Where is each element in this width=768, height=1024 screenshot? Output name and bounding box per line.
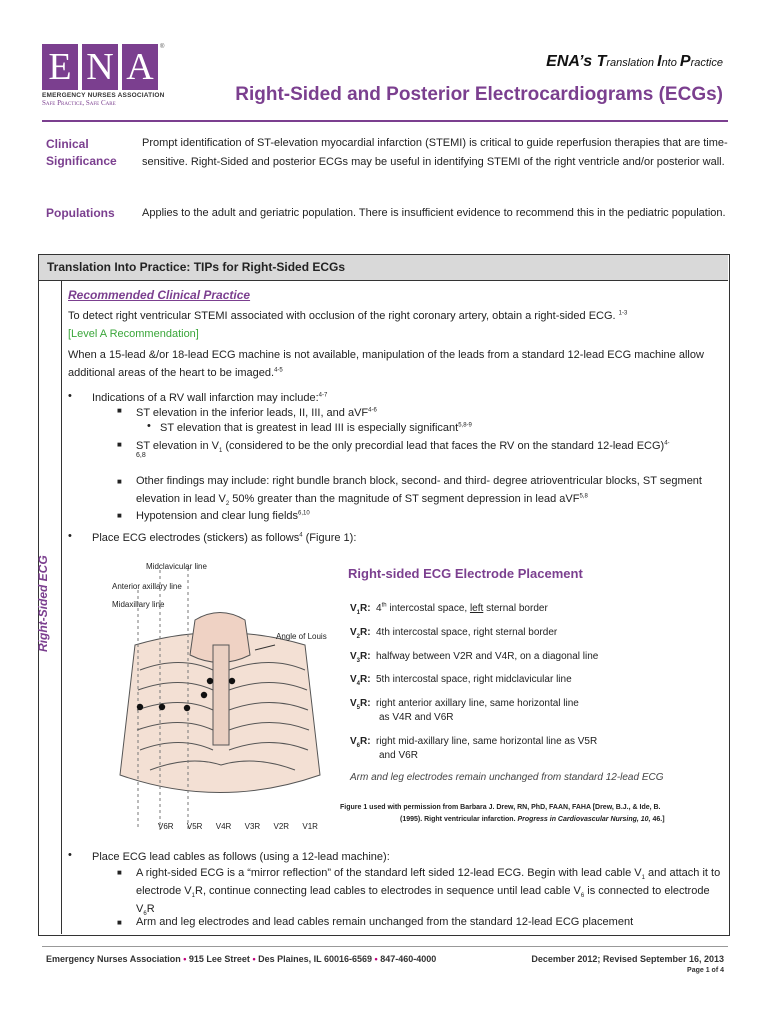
tips-header-text: Translation Into Practice: TIPs for Right-Sided ECGs (47, 260, 346, 274)
b3a-end: is connected to electrode V (136, 885, 710, 915)
b1b-pre: ST elevation in V (136, 440, 219, 452)
lead-label-v3r: V3R (244, 822, 261, 831)
label-midclavicular: Midclavicular line (146, 562, 207, 571)
brand-i: I (657, 53, 662, 70)
level-a-recommendation: [Level A Recommendation] (68, 328, 199, 340)
logo-letter-e: E (42, 44, 78, 90)
clinical-label-line1: Clinical (46, 137, 89, 151)
b1d-ref: 6,10 (298, 510, 310, 517)
bullet-other-findings (136, 472, 721, 508)
populations-label: Populations (46, 206, 115, 220)
b1a1-ref: 5,8-9 (458, 422, 472, 429)
clinical-significance-text: Prompt identification of ST-elevation myocardial infarction (STEMI) is critical to guide reperfusion therapies that are time-sensitive. Right-Sided and posterior ECGs may be useful in identifying STEMI of the right ventricle and/or posterior wall. (142, 137, 728, 168)
b1b-ref: 4- (664, 440, 670, 447)
v1r-mid: intercostal space, (386, 603, 470, 614)
bullet-icon: • (68, 530, 72, 542)
footer-org: Emergency Nurses Association (46, 954, 181, 964)
b1d-text: Hypotension and clear lung fields (136, 510, 299, 522)
clinical-significance-label (46, 136, 117, 170)
credit-line-1: Figure 1 used with permission from Barbara J. Drew, RN, PhD, FAAN, FAHA [Drew, B.J., & Ide, B. (340, 804, 661, 811)
page-number: Page 1 of 4 (687, 967, 724, 974)
v6r-text-1: right mid-axillary line, same horizontal line as V5R (376, 736, 598, 747)
v5r-row: $V_5R$: right anterior axillary line, same horizontal line as V4R and V6R (350, 698, 579, 723)
b1c-sub: 2 (225, 501, 230, 508)
bullet-lead-iii (160, 419, 472, 437)
bullet-mirror-reflection: A right-sided ECG is a “mirror reflection” of the standard left sided 12-lead ECG. Begin with lead cable $V_1$ and attach it to electrode $V_1R$, continue connecting lead cables to electrodes in sequence until lead cable $V_6$ is connected to electrode $V_6R$ (136, 867, 721, 918)
square-bullet-icon: ■ (117, 406, 122, 415)
v3r-row: $V_3R$: halfway between V2R and V4R, on a diagonal line (350, 651, 599, 664)
b1c-post: 50% greater than the magnitude of ST segment depression in lead aVF (229, 493, 580, 505)
square-bullet-icon: ■ (117, 511, 122, 520)
b1c-text: Other findings may include: right bundle branch block, second- and third- degree atrioventricular blocks, ST segment elevation in lead V (136, 475, 702, 505)
p1-text: To detect right ventricular STEMI associated with occlusion of the right coronary artery, obtain a right-sided ECG. (68, 310, 616, 322)
brand-line (546, 53, 723, 71)
b1a-text: ST elevation in the inferior leads, II, III, and aVF (136, 407, 369, 419)
clinical-label-line2: Significance (46, 154, 117, 168)
arm-leg-note: Arm and leg electrodes remain unchanged from standard 12-lead ECG (350, 772, 664, 783)
square-bullet-icon: ■ (117, 440, 122, 449)
brand-prefix: ENA’s (546, 53, 597, 70)
lead-labels-row (158, 822, 318, 831)
footer-divider (42, 946, 728, 947)
b1a-ref: 4-6 (368, 407, 377, 414)
b1b-post: (considered to be the only precordial lead that faces the RV on the standard 12-lead ECG) (222, 440, 665, 452)
paragraph-2 (68, 346, 718, 382)
electrode-v5r-dot (159, 704, 165, 710)
v1r-pre: 4 (376, 603, 382, 614)
label-anterior-axillary: Anterior axillary line (112, 582, 182, 591)
footer-phone: 847-460-4000 (380, 954, 437, 964)
b1b-ref-continued: 6,8 (136, 452, 146, 459)
footer-dot-icon: • (183, 954, 189, 964)
b3a-end2: R (146, 903, 155, 915)
lead-label-v6r: V6R (158, 822, 174, 831)
credit-line-2-post: 46.] (650, 816, 665, 823)
label-midaxillary: Midaxillary line (112, 600, 165, 609)
b1b-sub: 1 (218, 448, 223, 455)
b2-post: (Figure 1): (302, 532, 357, 544)
logo-org-name: EMERGENCY NURSES ASSOCIATION (42, 92, 165, 99)
bullet-arm-leg-cables: Arm and leg electrodes and lead cables remain unchanged from the standard 12-lead ECG placement (136, 916, 634, 928)
v4r-row: $V_4R$: 5th intercostal space, right midclavicular line (350, 674, 572, 687)
populations-text: Applies to the adult and geriatric population. There is insufficient evidence to recommend this in the pediatric population. (142, 207, 726, 219)
brand-nto: nto (661, 57, 680, 69)
electrode-v6r-dot (137, 704, 143, 710)
brand-t: T (596, 53, 607, 70)
label-angle-of-louis: Angle of Louis (276, 632, 327, 641)
b1-ref: 4-7 (318, 392, 328, 399)
square-bullet-icon: ■ (117, 868, 122, 877)
electrode-v3r-dot (201, 692, 207, 698)
electrode-v1r-dot (229, 678, 235, 684)
v1r-post: sternal border (483, 603, 548, 614)
figure-credit (340, 802, 690, 826)
footer-date: December 2012; Revised September 16, 2013 (531, 954, 724, 964)
v1r-left: left (469, 603, 484, 614)
logo-tagline: Safe Practice, Safe Care (42, 99, 116, 107)
b3a-mid2: R, continue connecting lead cables to electrodes in sequence until lead cable V (195, 885, 581, 897)
bullet-place-electrodes (92, 529, 356, 547)
tips-header (39, 255, 728, 281)
figure-title: Right-sided ECG Electrode Placement (348, 566, 583, 581)
b3a-text: A right-sided ECG is a “mirror reflection” of the standard left sided 12-lead ECG. Begin with lead cable V (136, 867, 642, 879)
bullet-hypotension (136, 507, 310, 525)
b2-text: Place ECG electrodes (stickers) as follows (92, 532, 300, 544)
header-divider (42, 120, 728, 122)
footer-dot-icon: • (374, 954, 381, 964)
v2r-row: $V_2R$: 4th intercostal space, right sternal border (350, 627, 558, 640)
brand-ractice: ractice (690, 57, 723, 69)
p2-text: When a 15-lead &/or 18-lead ECG machine is not available, manipulation of the leads from a standard 12-lead ECG machine allow additional areas of the heart to be imaged. (68, 349, 704, 379)
v2r-text: 4th intercostal space, right sternal border (376, 627, 558, 638)
bullet-icon: • (68, 849, 72, 861)
square-bullet-icon: ■ (117, 477, 122, 486)
square-bullet-icon: ■ (117, 918, 122, 927)
electrode-v4r-dot (184, 705, 190, 711)
v5r-text-2: as V4R and V6R (379, 712, 454, 723)
v4r-text: 5th intercostal space, right midclavicular line (376, 674, 572, 685)
brand-p: P (679, 53, 691, 70)
bullet-icon: • (68, 390, 72, 402)
b1c-ref: 5,8 (579, 493, 588, 500)
b1a1-text: ST elevation that is greatest in lead III is especially significant (160, 422, 459, 434)
footer-city: Des Plaines, IL 60016-6569 (258, 954, 373, 964)
logo-letter-n: N (82, 44, 118, 90)
v3r-text: halfway between V2R and V4R, on a diagonal line (376, 651, 599, 662)
brand-ranslation: ranslation (606, 57, 658, 69)
p2-ref: 4-5 (274, 367, 283, 374)
lead-label-v4r: V4R (215, 822, 232, 831)
v1r-row: $V_1R$: 4th intercostal space, left sternal border (350, 602, 548, 616)
paragraph-1 (68, 307, 728, 325)
v6r-row: $V_6R$: right mid-axillary line, same horizontal line as V5R and V6R (350, 736, 598, 761)
registered-mark-icon: ® (160, 44, 165, 50)
b3a-mid: and attach it to electrode V (136, 867, 721, 897)
electrode-v2r-dot (207, 678, 213, 684)
v1r-sup: th (381, 602, 387, 609)
ena-logo (42, 44, 165, 120)
p1-ref: 1-3 (618, 310, 628, 317)
page-title: Right-Sided and Posterior Electrocardiograms (ECGs) (235, 84, 723, 105)
footer-street: 915 Lee Street (188, 954, 250, 964)
footer-address (46, 954, 436, 964)
recommended-practice-heading: Recommended Clinical Practice (68, 288, 251, 302)
v5r-text-1: right anterior axillary line, same horizontal line (376, 698, 579, 709)
bullet-lead-cables: Place ECG lead cables as follows (using a 12-lead machine): (92, 851, 390, 863)
credit-line-2-pre: (1995). Right ventricular infarction. (400, 816, 518, 823)
b2-ref: 4 (299, 532, 303, 539)
side-label: Right-Sided ECG (36, 555, 50, 652)
v6r-text-2: and V6R (379, 750, 418, 761)
logo-letter-a: A (122, 44, 158, 90)
lead-label-v1r: V1R (302, 822, 318, 831)
bullet-icon: • (147, 420, 151, 432)
bullet-v1-elevation (136, 437, 726, 455)
lead-label-v5r: V5R (186, 822, 203, 831)
lead-label-v2r: V2R (273, 822, 290, 831)
credit-line-2-italic: Progress in Cardiovascular Nursing, 10, (517, 816, 651, 823)
b1-text: Indications of a RV wall infarction may include: (92, 392, 319, 404)
footer-dot-icon: • (252, 954, 259, 964)
